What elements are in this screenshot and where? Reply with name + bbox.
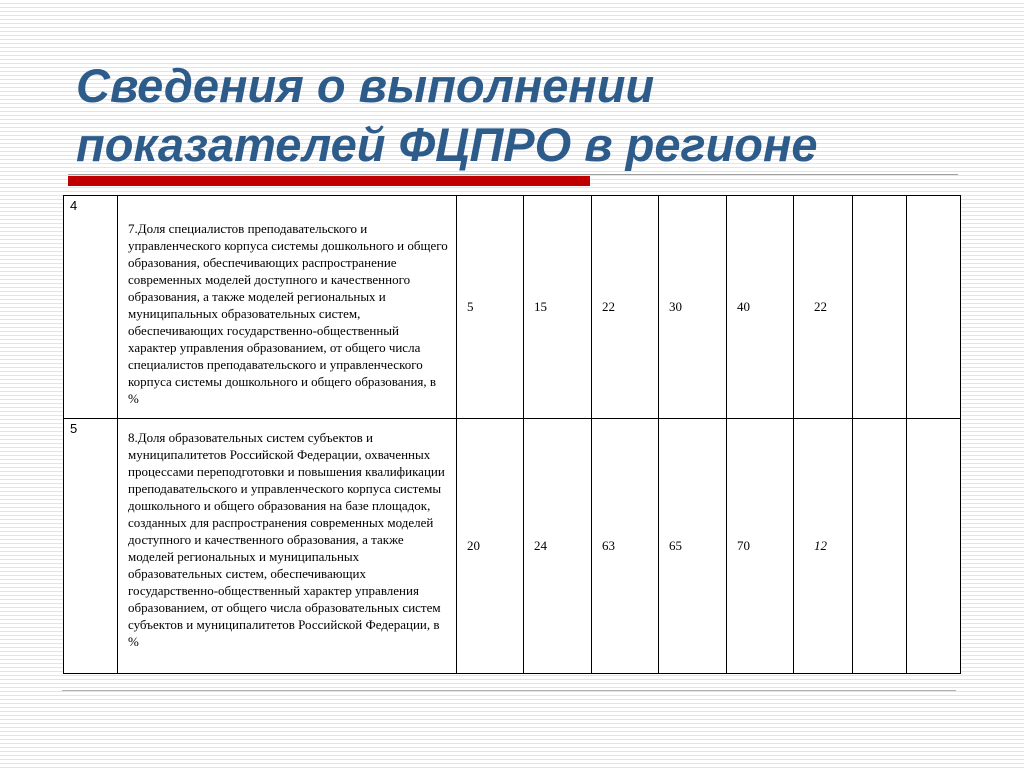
row-number: 5 bbox=[64, 419, 118, 674]
indicator-description: 8.Доля образовательных систем субъектов и муниципалитетов Российской Федерации, охваченных процессами переподготовки и повышения квалификации преподавательского и управленческого корпуса системы дошкольного и общего образования на базе площадок, созданных для распространения современных моделей доступного и качественного образования, а также моделей региональных и муниципальных образовательных систем, обеспечивающих государственно-общественный характер управления образованием, от общего числа образовательных систем субъектов и муниципалитетов Российской Федерации, в % bbox=[118, 419, 457, 674]
indicator-description: 7.Доля специалистов преподавательского и управленческого корпуса системы дошкольного и общего образования, обеспечивающих распространение современных моделей доступного и качественного образования, а также моделей региональных и муниципальных образовательных систем, обеспечивающих государственно-общественный характер управления образованием, от общего числа специалистов преподавательского и управленческого корпуса системы дошкольного и общего образования, в % bbox=[118, 196, 457, 419]
value-cell: 63 bbox=[592, 419, 659, 674]
value-cell: 30 bbox=[659, 196, 727, 419]
value-cell: 22 bbox=[592, 196, 659, 419]
value-cell: 5 bbox=[457, 196, 524, 419]
indicators-table bbox=[63, 195, 961, 674]
value-cell: 24 bbox=[524, 419, 592, 674]
value-cell: 15 bbox=[524, 196, 592, 419]
value-cell: 70 bbox=[727, 419, 794, 674]
row-number: 4 bbox=[64, 196, 118, 419]
title-divider-line bbox=[68, 174, 958, 175]
value-cell: 40 bbox=[727, 196, 794, 419]
slide-title-line-2: показателей ФЦПРО в регионе bbox=[76, 118, 818, 171]
value-cell bbox=[907, 196, 961, 419]
value-cell bbox=[853, 419, 907, 674]
value-cell: 22 bbox=[794, 196, 853, 419]
value-cell: 12 bbox=[794, 419, 853, 674]
slide-title-line-1: Сведения о выполнении bbox=[76, 59, 655, 112]
title-accent-bar bbox=[68, 176, 590, 186]
slide-title bbox=[76, 56, 976, 174]
value-cell bbox=[907, 419, 961, 674]
table-row bbox=[64, 196, 961, 419]
footer-divider-line bbox=[62, 690, 956, 691]
table-row bbox=[64, 419, 961, 674]
value-cell bbox=[853, 196, 907, 419]
value-cell: 65 bbox=[659, 419, 727, 674]
value-cell: 20 bbox=[457, 419, 524, 674]
